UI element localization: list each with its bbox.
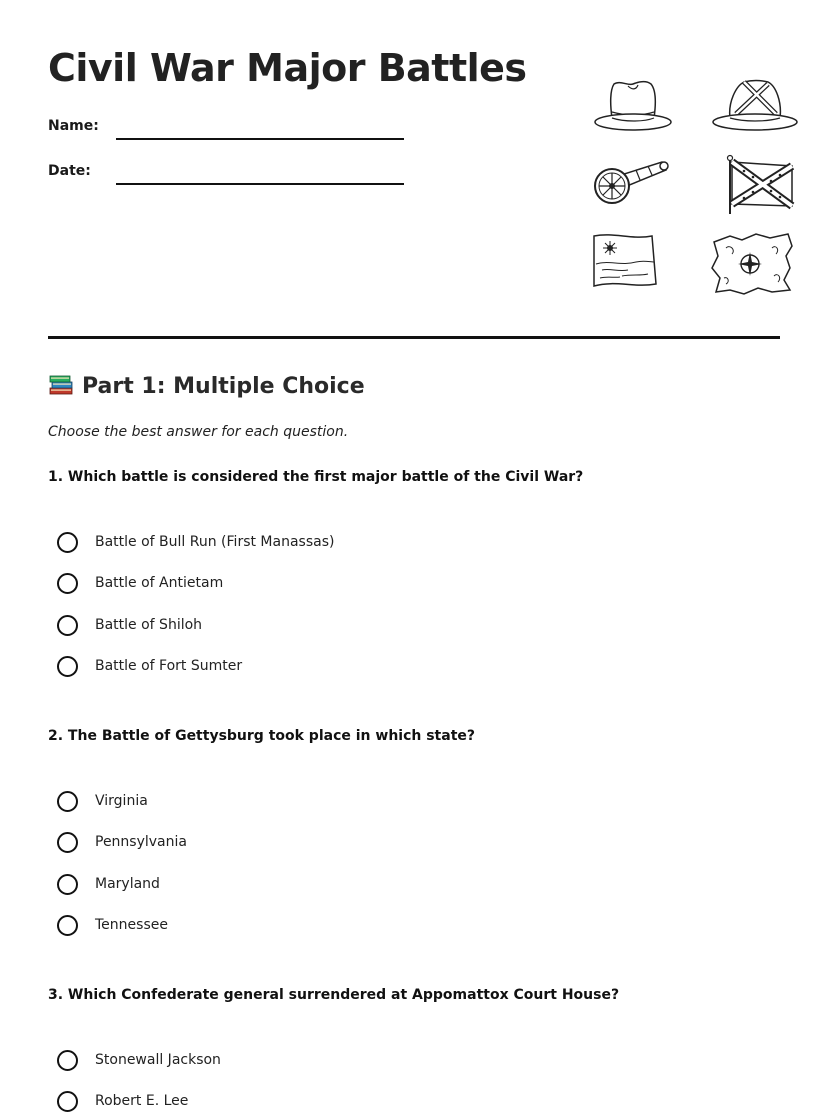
part1-instructions: Choose the best answer for each question. — [48, 424, 349, 440]
radio-button[interactable] — [57, 1050, 78, 1071]
answer-option[interactable] — [57, 791, 457, 817]
section-divider — [48, 336, 780, 339]
worksheet-title: Civil War Major Battles — [48, 46, 527, 90]
date-label: Date: — [48, 163, 91, 179]
answer-option[interactable] — [57, 532, 457, 558]
radio-button[interactable] — [57, 874, 78, 895]
option-label: Battle of Bull Run (First Manassas) — [95, 534, 335, 550]
radio-button[interactable] — [57, 615, 78, 636]
books-icon — [48, 372, 74, 396]
option-label: Battle of Shiloh — [95, 617, 203, 633]
radio-button[interactable] — [57, 832, 78, 853]
question-text: 3. Which Confederate general surrendered at Appomattox Court House? — [48, 987, 620, 1003]
name-line[interactable] — [116, 138, 404, 140]
option-label: Virginia — [95, 793, 148, 809]
answer-option[interactable] — [57, 832, 457, 858]
answer-option[interactable] — [57, 656, 457, 682]
name-label: Name: — [48, 118, 99, 134]
part1-heading — [48, 372, 365, 399]
option-label: Tennessee — [95, 917, 168, 933]
question-text: 2. The Battle of Gettysburg took place in which state? — [48, 728, 475, 744]
answer-option[interactable] — [57, 915, 457, 941]
radio-button[interactable] — [57, 573, 78, 594]
option-label: Maryland — [95, 876, 160, 892]
date-line[interactable] — [116, 183, 404, 185]
answer-option[interactable] — [57, 573, 457, 599]
question-text: 1. Which battle is considered the first major battle of the Civil War? — [48, 469, 584, 485]
option-label: Battle of Antietam — [95, 575, 224, 591]
answer-option[interactable] — [57, 874, 457, 900]
part1-heading-text: Part 1: Multiple Choice — [82, 374, 365, 399]
answer-option[interactable] — [57, 1050, 457, 1076]
confederate-flag-icon — [722, 154, 812, 220]
radio-button[interactable] — [57, 1091, 78, 1112]
confederate-hat-icon — [710, 74, 800, 140]
cannon-icon — [588, 154, 678, 220]
clipart-grid — [588, 74, 808, 298]
radio-button[interactable] — [57, 791, 78, 812]
map-icon — [710, 232, 800, 298]
option-label: Robert E. Lee — [95, 1093, 189, 1109]
radio-button[interactable] — [57, 532, 78, 553]
answer-option[interactable] — [57, 1091, 457, 1117]
option-label: Battle of Fort Sumter — [95, 658, 243, 674]
hat-icon — [588, 74, 678, 140]
radio-button[interactable] — [57, 915, 78, 936]
flag-icon — [588, 232, 678, 298]
radio-button[interactable] — [57, 656, 78, 677]
answer-option[interactable] — [57, 615, 457, 641]
option-label: Pennsylvania — [95, 834, 187, 850]
option-label: Stonewall Jackson — [95, 1052, 221, 1068]
